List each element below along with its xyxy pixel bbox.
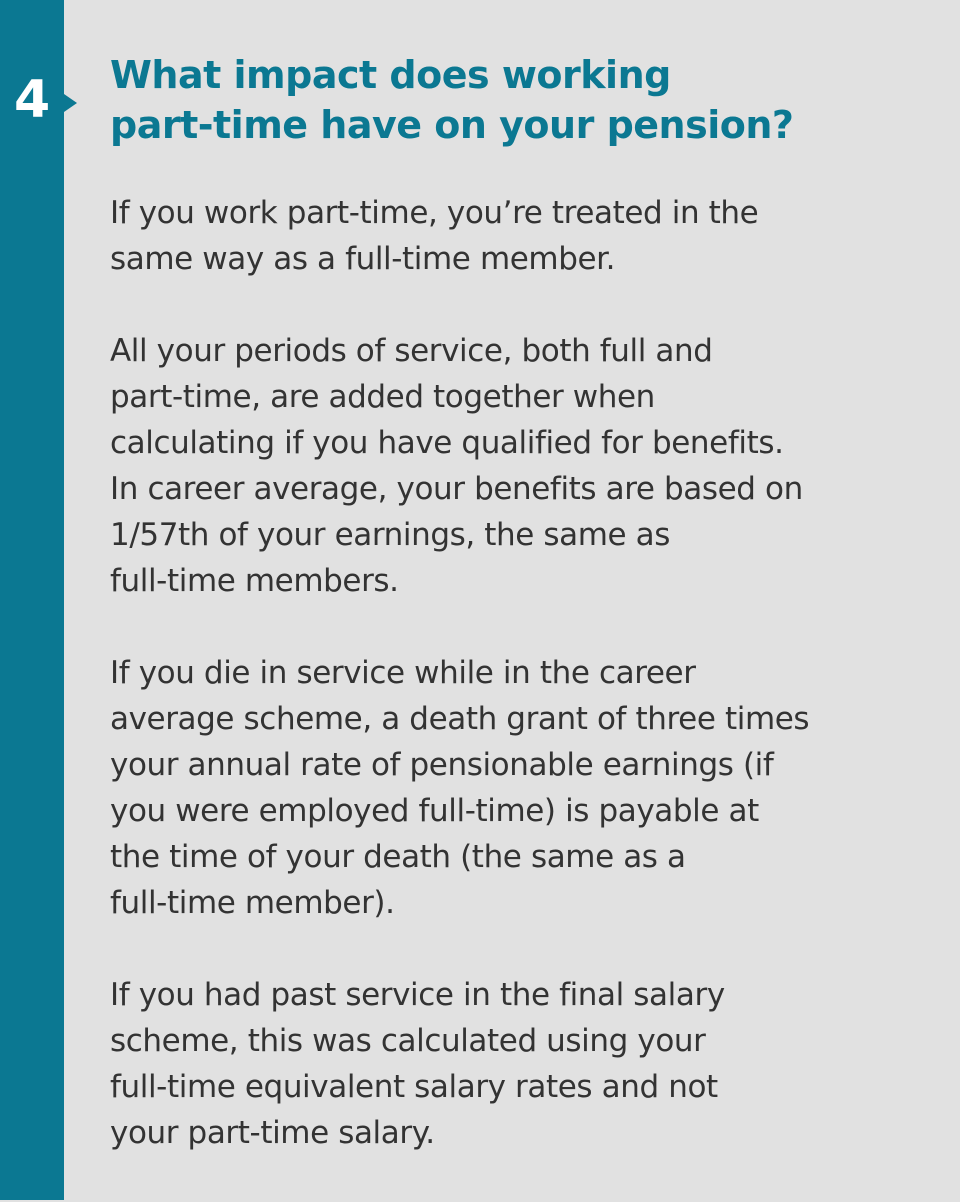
paragraph-part-time-treatment [110,190,940,282]
text-line: full-time members. [110,563,399,599]
text-line: If you die in service while in the career [110,655,696,691]
page-title [110,50,940,150]
right-triangle-icon [64,94,77,112]
text-line: 1/57th of your earnings, the same as [110,517,671,553]
body-text [110,190,940,1202]
text-line: average scheme, a death grant of three times [110,701,810,737]
text-line: the time of your death (the same as a [110,839,686,875]
title-line: part-time have on your pension? [110,103,794,147]
title-line: What impact does working [110,53,671,97]
text-line: same way as a full-time member. [110,241,616,277]
text-line: In career average, your benefits are based on [110,471,803,507]
text-line: If you had past service in the final salary [110,977,725,1013]
text-line: your part-time salary. [110,1115,435,1151]
text-line: full-time equivalent salary rates and not [110,1069,718,1105]
side-accent-bar [0,0,64,1200]
paragraph-final-salary [110,972,940,1156]
paragraph-periods-of-service [110,328,940,604]
paragraph-death-in-service [110,650,940,926]
step-number: 4 [14,70,51,130]
text-line: full-time member). [110,885,395,921]
text-line: All your periods of service, both full and [110,333,713,369]
text-line: part-time, are added together when [110,379,655,415]
text-line: your annual rate of pensionable earnings (if [110,747,774,783]
text-line: scheme, this was calculated using your [110,1023,706,1059]
text-line: If you work part-time, you’re treated in the [110,195,759,231]
text-line: calculating if you have qualified for benefits. [110,425,784,461]
text-line: you were employed full-time) is payable at [110,793,759,829]
